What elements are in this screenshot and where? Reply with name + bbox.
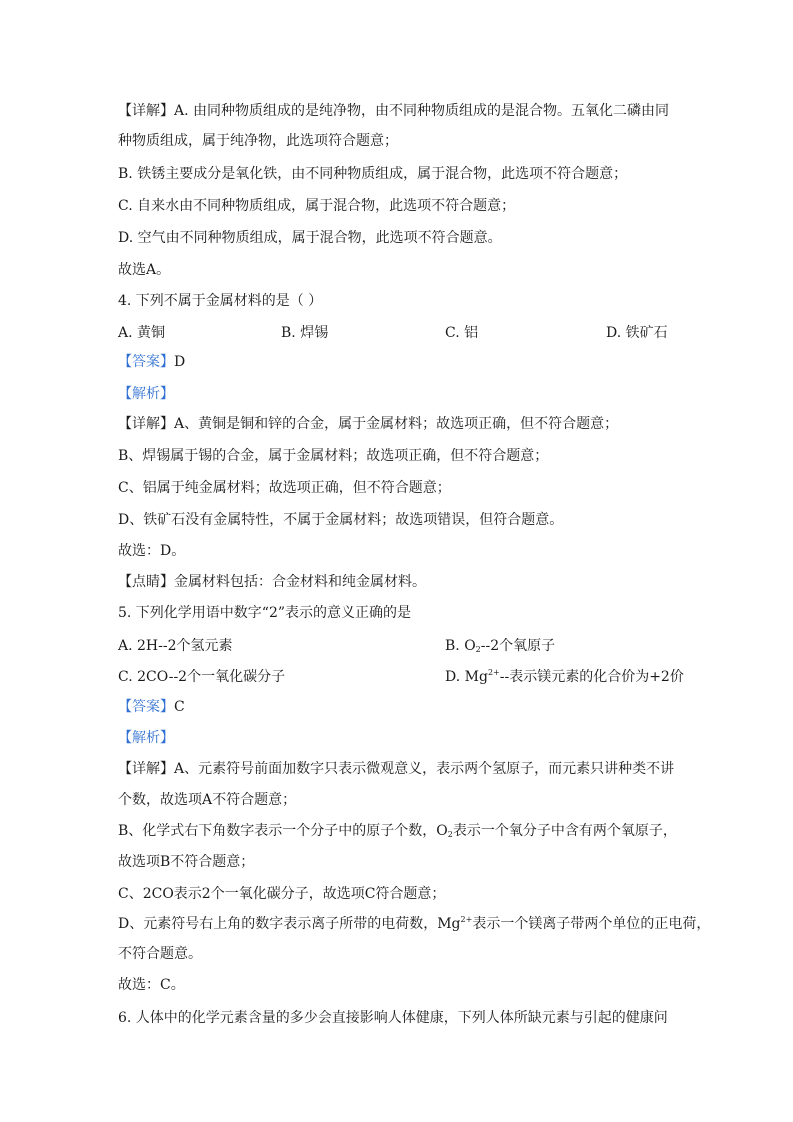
q4-tip-line xyxy=(118,572,678,592)
detail-tag: 【详解】 xyxy=(118,103,174,119)
q4-detail-line-a xyxy=(118,414,678,434)
q4-conclusion: 故选：D。 xyxy=(118,543,186,559)
detail-tag: 【详解】 xyxy=(118,416,174,432)
q3-detail-c: C. 自来水由不同种物质组成，属于混合物，此选项不符合题意； xyxy=(118,198,516,214)
q5-detail-line-a1 xyxy=(118,759,678,779)
q4-tip: 金属材料包括：合金材料和纯金属材料。 xyxy=(174,574,426,590)
q4-detail-d: D、铁矿石没有金属特性，不属于金属材料；故选项错误，但符合题意。 xyxy=(118,512,564,528)
q3-detail-line-a1 xyxy=(118,101,678,121)
q4-answer-line xyxy=(118,352,678,372)
q4-detail-a: A、黄铜是铜和锌的合金，属于金属材料；故选项正确，但不符合题意； xyxy=(174,416,619,432)
q5-analysis-tag: 【解析】 xyxy=(118,730,174,746)
q5-option-b-sub: 2 xyxy=(475,645,481,654)
q4-analysis-tag: 【解析】 xyxy=(118,386,174,402)
q5-answer: C xyxy=(174,699,185,715)
q5-detail-a-1: A、元素符号前面加数字只表示微观意义，表示两个氢原子，而元素只讲种类不讲 xyxy=(174,761,675,777)
q5-detail-a-2: 个数，故选项A不符合题意； xyxy=(118,792,297,808)
q4-stem: 4. 下列不属于金属材料的是（ ） xyxy=(118,293,323,309)
q5-option-c: C. 2CO--2个一氧化碳分子 xyxy=(118,669,286,685)
q5-option-d-prefix: D. Mg xyxy=(445,669,488,685)
q4-option-d: D. 铁矿石 xyxy=(606,325,668,341)
q5-detail-d-1 xyxy=(118,914,711,934)
q3-detail-b: B. 铁锈主要成分是氧化铁，由不同种物质组成，属于混合物，此选项不符合题意； xyxy=(118,166,628,182)
q5-detail-b-1-suffix: 表示一个氧分子中含有两个氧原子， xyxy=(452,823,677,839)
q3-detail-d: D. 空气由不同种物质组成，属于混合物，此选项不符合题意。 xyxy=(118,230,502,246)
q5-detail-b-1 xyxy=(118,821,678,841)
detail-tag: 【详解】 xyxy=(118,761,174,777)
q5-detail-d-2: 不符合题意。 xyxy=(118,946,202,962)
q4-detail-b: B、焊锡属于锡的合金，属于金属材料；故选项正确，但不符合题意； xyxy=(118,448,549,464)
answer-tag: 【答案】 xyxy=(118,354,174,370)
q5-detail-c: C、2CO表示2个一氧化碳分子，故选项C符合题意； xyxy=(118,886,446,902)
q5-option-b-suffix: --2个氧原子 xyxy=(480,638,556,654)
q5-detail-d-1-suffix: 表示一个镁离子带两个单位的正电荷， xyxy=(472,916,711,932)
q5-option-b xyxy=(445,635,555,655)
q5-detail-b-1-sub: 2 xyxy=(447,830,453,839)
q3-conclusion: 故选A。 xyxy=(118,262,171,278)
q5-option-b-prefix: B. O xyxy=(445,638,476,654)
q5-stem: 5. 下列化学用语中数字“2”表示的意义正确的是 xyxy=(118,605,412,621)
q5-answer-line xyxy=(118,697,678,717)
q5-option-a: A. 2H--2个氢元素 xyxy=(118,638,233,654)
q5-option-d xyxy=(445,666,684,686)
q3-detail-a-2: 种物质组成，属于纯净物，此选项符合题意； xyxy=(118,133,398,149)
q5-detail-b-1-prefix: B、化学式右下角数字表示一个分子中的原子个数，O xyxy=(118,823,448,839)
q6-stem: 6. 人体中的化学元素含量的多少会直接影响人体健康，下列人体所缺元素与引起的健康问 xyxy=(118,1010,668,1026)
q5-detail-d-1-prefix: D、元素符号右上角的数字表示离子所带的电荷数，Mg xyxy=(118,916,461,932)
q4-detail-c: C、铝属于纯金属材料；故选项正确，但不符合题意； xyxy=(118,480,451,496)
answer-tag: 【答案】 xyxy=(118,699,174,715)
q5-option-d-sup: 2+ xyxy=(487,668,500,677)
q5-option-d-suffix: --表示镁元素的化合价为+2价 xyxy=(499,669,684,685)
q5-conclusion: 故选：C。 xyxy=(118,977,185,993)
q4-option-a: A. 黄铜 xyxy=(118,325,166,341)
tip-tag: 【点睛】 xyxy=(118,574,174,590)
q4-option-b: B. 焊锡 xyxy=(281,325,329,341)
q3-detail-a-1: A. 由同种物质组成的是纯净物，由不同种物质组成的是混合物。五氧化二磷由同 xyxy=(174,103,670,119)
q4-answer: D xyxy=(174,354,186,370)
q5-detail-b-2: 故选项B不符合题意； xyxy=(118,854,255,870)
q5-detail-d-1-sup: 2+ xyxy=(460,915,473,924)
q4-option-c: C. 铝 xyxy=(445,325,479,341)
